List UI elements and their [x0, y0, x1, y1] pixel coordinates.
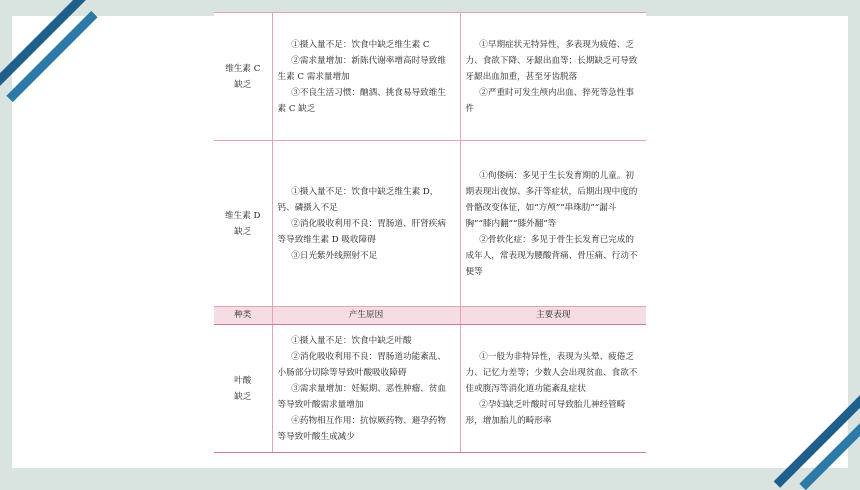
symptom-cell: [460, 325, 646, 453]
kind-label: 缺乏: [234, 79, 252, 90]
cause-item: ③需求量增加：妊娠期、恶性肿瘤、贫血等导致叶酸需求量增加: [277, 383, 446, 410]
table-row: [214, 141, 646, 307]
kind-cell: [214, 325, 272, 453]
kind-label: 维生素 D: [225, 210, 261, 221]
header-cause: 产生原因: [272, 307, 460, 325]
cause-item: ①摄入量不足：饮食中缺乏叶酸: [291, 335, 412, 346]
kind-label: 缺乏: [234, 391, 252, 402]
kind-cell: [214, 141, 272, 307]
cause-item: ①摄入量不足：饮食中缺乏维生素 C: [291, 39, 430, 50]
table-header-row: [214, 307, 646, 325]
cause-cell: [272, 13, 460, 141]
symptom-item: ②严重时可发生颅内出血、猝死等急性事件: [465, 87, 634, 114]
symptom-item: ①一般为非特异性，表现为头晕、疲倦乏力、记忆力差等；少数人会出现贫血、食欲不佳或腹泻等消化道功能紊乱症状: [465, 351, 638, 394]
cause-item: ①摄入量不足：饮食中缺乏维生素 D，钙、磷摄入不足: [277, 186, 439, 213]
kind-label: 缺乏: [234, 226, 252, 237]
table-row: [214, 13, 646, 141]
cause-item: ③不良生活习惯：酗酒、挑食易导致维生素 C 缺乏: [277, 87, 446, 114]
symptom-item: ①早期症状无特异性，多表现为疲倦、乏力、食欲下降、牙龈出血等；长期缺乏可导致牙龈出血加重，甚至牙齿脱落: [465, 39, 638, 82]
table-row: [214, 325, 646, 453]
document-table-image: [214, 12, 646, 460]
kind-label: 叶酸: [234, 375, 252, 386]
vitamin-deficiency-table: [214, 12, 646, 453]
symptom-item: ②孕妇缺乏叶酸时可导致胎儿神经管畸形，增加胎儿的畸形率: [465, 399, 626, 426]
symptom-item: ②骨软化症：多见于骨生长发育已完成的成年人，常表现为腰酸背痛、骨压痛、行动不便等: [465, 234, 638, 277]
kind-label: 维生素 C: [225, 63, 261, 74]
cause-item: ③日光紫外线照射不足: [291, 250, 378, 261]
cause-item: ②消化吸收利用不良：胃肠道功能紊乱、小肠部分切除等导致叶酸吸收障碍: [277, 351, 446, 378]
symptom-item: ①佝偻病：多见于生长发育期的儿童。初期表现出夜惊、多汗等症状，后期出现中度的骨骼改变体征，如“方颅”“串珠肋”“漏斗胸”“膝内翻”“膝外翻”等: [465, 170, 638, 229]
header-symptom: 主要表现: [460, 307, 646, 325]
cause-item: ②消化吸收利用不良：胃肠道、肝肾疾病等导致维生素 D 吸收障碍: [277, 218, 446, 245]
cause-item: ④药物相互作用：抗惊厥药物、避孕药物等导致叶酸生成减少: [277, 415, 446, 442]
symptom-cell: [460, 13, 646, 141]
cause-cell: [272, 325, 460, 453]
cause-item: ②需求量增加：新陈代谢率增高时导致维生素 C 需求量增加: [277, 55, 446, 82]
kind-cell: [214, 13, 272, 141]
header-kind: 种类: [214, 307, 272, 325]
symptom-cell: [460, 141, 646, 307]
cause-cell: [272, 141, 460, 307]
